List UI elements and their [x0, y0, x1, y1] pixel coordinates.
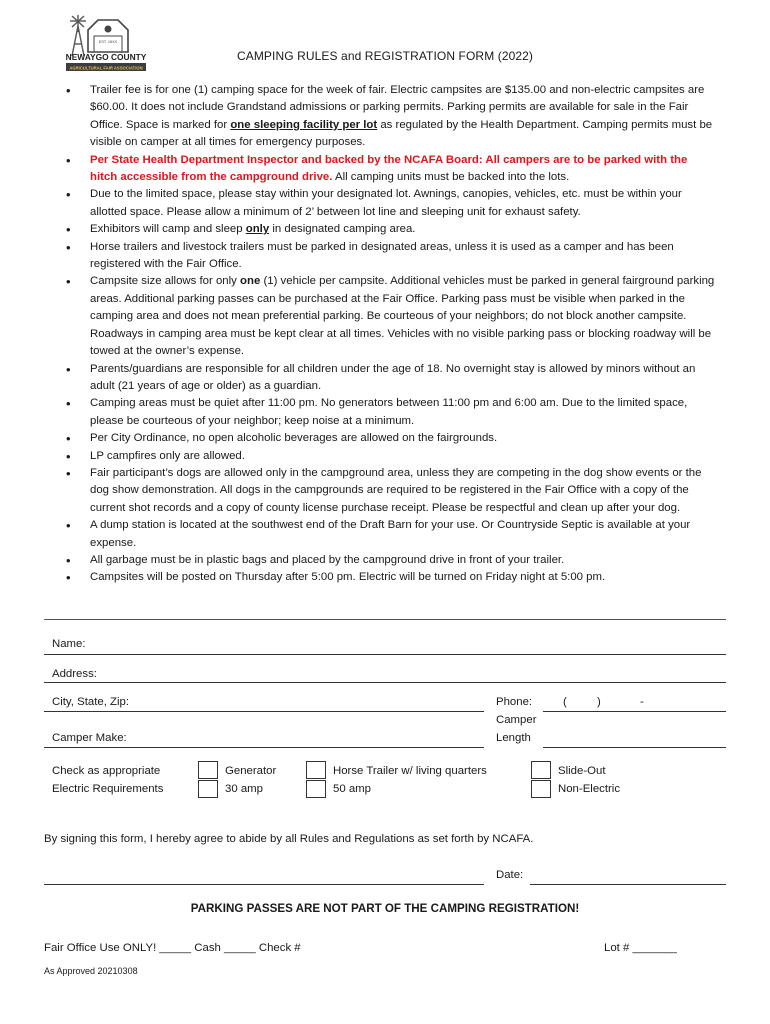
phone-field[interactable] — [543, 711, 726, 712]
camper-make-field[interactable] — [44, 747, 484, 748]
rule-emphasis: only — [245, 223, 270, 236]
30amp-label: 30 amp — [225, 783, 263, 795]
slide-out-label: Slide-Out — [558, 765, 606, 777]
agreement-text: By signing this form, I hereby agree to abide by all Rules and Regulations as set forth by NCAFA. — [44, 833, 534, 845]
rule-emphasis: one sleeping facility per lot — [230, 118, 378, 131]
lot-number: Lot # _______ — [604, 942, 677, 954]
form-title: CAMPING RULES and REGISTRATION FORM (2022) — [236, 49, 534, 63]
rule-item: • Campsite size allows for only one (1) vehicle per campsite. Additional vehicles must be parked in general fairground parking areas. Additional parking passes can be purchased at the Fair Office. Parking pass must be visible when parked in the camping area and does not mean preferential parking. Be courteous of your neighbors; do not block another campsite. Roadways in camping area must be kept clear at all times. Vehicles with no visible parking pass or blocking roadway will be towed at the owner’s expense. — [66, 273, 716, 360]
rule-item: • Exhibitors will camp and sleep only in designated camping area. — [66, 221, 716, 238]
logo-tagline: AGRICULTURAL FAIR ASSOCIATION — [69, 65, 143, 71]
camper-length-label-line2: Length — [496, 732, 531, 744]
rule-item: • Camping areas must be quiet after 11:00 pm. No generators between 11:00 pm and 6:00 am. Due to the limited space, please be courteous of your neighbor; keep noise at a minimum. — [66, 395, 716, 430]
50amp-checkbox[interactable] — [306, 780, 326, 798]
phone-dash: - — [640, 696, 644, 708]
logo-name: NEWAYGO COUNTY — [65, 52, 147, 62]
rule-item: • Parents/guardians are responsible for all children under the age of 18. No overnight stay is allowed by minors without an adult (21 years of age or older) as a guardian. — [66, 361, 716, 396]
rules-list — [66, 82, 716, 587]
rule-item: • All garbage must be in plastic bags and placed by the campground drive in front of your trailer. — [66, 552, 716, 569]
rule-item: • Campsites will be posted on Thursday after 5:00 pm. Electric will be turned on Friday night at 5:00 pm. — [66, 569, 716, 586]
horse-trailer-label: Horse Trailer w/ living quarters — [333, 765, 487, 777]
name-label: Name: — [52, 638, 86, 650]
slide-out-checkbox[interactable] — [531, 761, 551, 779]
non-electric-label: Non-Electric — [558, 783, 621, 795]
camper-length-field[interactable] — [543, 747, 726, 748]
30amp-checkbox[interactable] — [198, 780, 218, 798]
city-state-zip-label: City, State, Zip: — [52, 696, 130, 708]
form-top-divider — [44, 619, 726, 620]
rule-item: • Per State Health Department Inspector and backed by the NCAFA Board: All campers are to be parked with the hitch accessible from the campground drive. All camping units must be backed into the lots. — [66, 152, 716, 187]
rule-item: • A dump station is located at the southwest end of the Draft Barn for your use. Or Countryside Septic is available at your expense. — [66, 517, 716, 552]
electric-requirements-label-line2: Electric Requirements — [52, 783, 164, 795]
logo-est: EST. 18XX — [98, 40, 118, 44]
rule-emphasis: one — [240, 275, 261, 288]
address-label: Address: — [52, 668, 97, 680]
fair-logo — [60, 12, 152, 74]
signature-line[interactable] — [44, 884, 484, 885]
parking-passes-notice: PARKING PASSES ARE NOT PART OF THE CAMPING REGISTRATION! — [190, 902, 580, 915]
phone-paren-close: ) — [597, 696, 601, 708]
camper-length-label-line1: Camper — [496, 714, 537, 726]
rule-item: • Horse trailers and livestock trailers must be parked in designated areas, unless it is used as a camper and has been registered with the Fair Office. — [66, 239, 716, 274]
rule-item: • Due to the limited space, please stay within your designated lot. Awnings, canopies, vehicles, etc. must be within your allotted space. Please allow a minimum of 2’ between lot line and sleeping unit for exhaust safety. — [66, 186, 716, 221]
date-field[interactable] — [530, 884, 726, 885]
rule-item: • LP campfires only are allowed. — [66, 448, 716, 465]
rule-item: • Per City Ordinance, no open alcoholic beverages are allowed on the fairgrounds. — [66, 430, 716, 447]
horse-trailer-checkbox[interactable] — [306, 761, 326, 779]
generator-label: Generator — [225, 765, 277, 777]
electric-requirements-label-line1: Check as appropriate — [52, 765, 161, 777]
rule-item: • Trailer fee is for one (1) camping space for the week of fair. Electric campsites are $135.00 and non-electric campsites are $60.00. It does not include Grandstand admissions or parking permits. Parking permits are available for sale in the Fair Office. Space is marked for one sleeping facility per lot as regulated by the Health Department. Camping permits must be visible on camper at all times for emergency purposes. — [66, 82, 716, 152]
non-electric-checkbox[interactable] — [531, 780, 551, 798]
name-field[interactable] — [44, 654, 726, 655]
phone-label: Phone: — [496, 696, 533, 708]
phone-paren-open: ( — [563, 696, 567, 708]
camper-make-label: Camper Make: — [52, 732, 127, 744]
city-state-zip-field[interactable] — [44, 711, 484, 712]
address-field[interactable] — [44, 682, 726, 683]
50amp-label: 50 amp — [333, 783, 371, 795]
approval-date: As Approved 20210308 — [44, 966, 138, 976]
generator-checkbox[interactable] — [198, 761, 218, 779]
office-use-only: Fair Office Use ONLY! _____ Cash _____ Check # — [44, 942, 301, 954]
rule-highlight: Per State Health Department Inspector and backed by the NCAFA Board: All campers are to be parked with the hitch accessible from the campground drive. — [90, 153, 688, 184]
rule-item: • Fair participant’s dogs are allowed only in the campground area, unless they are competing in the dog show events or the dog show demonstration. All dogs in the campgrounds are required to be registered in the Fair Office with a copy of the current shot records and a copy of county license purchase receipt. Please be respectful and clean up after your dog. — [66, 465, 716, 517]
date-label: Date: — [496, 869, 524, 881]
